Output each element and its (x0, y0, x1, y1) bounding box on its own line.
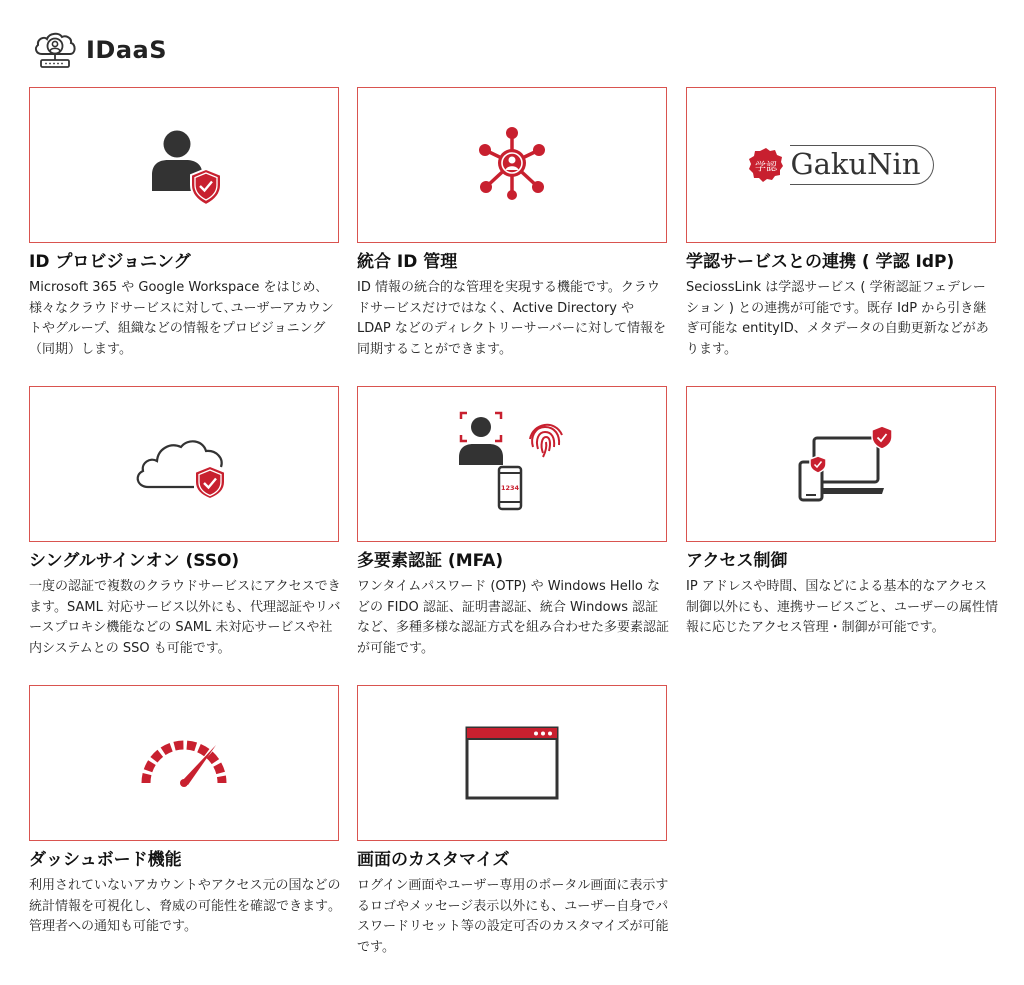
feature-description: ID 情報の統合的な管理を実現する機能です。クラウドサービスだけではなく、Active Directory や LDAP などのディレクトリーサーバーに対して情報を同期することができます。 (357, 280, 666, 357)
otp-code-text: 1234 (500, 484, 520, 492)
feature-image-box (29, 386, 339, 542)
feature-image-box (357, 685, 667, 841)
feature-card-sso (29, 386, 339, 659)
cloud-user-server-icon (32, 28, 80, 72)
devices-shield-icon (786, 422, 896, 506)
feature-image-box (686, 386, 996, 542)
gakunin-logo-text: GakuNin (790, 145, 933, 185)
gakunin-logo (748, 145, 933, 185)
feature-title: 画面のカスタマイズ (357, 850, 510, 870)
page-header (32, 28, 167, 72)
feature-description: SeciossLink は学認サービス ( 学術認証フェデレーション ) との連携が可能です。既存 IdP から引き継ぎ可能な entityID、メタデータの自動更新などがあります。 (686, 280, 989, 357)
gakunin-seal-icon (748, 147, 784, 183)
user-shield-icon (144, 125, 224, 205)
feature-description: IP アドレスや時間、国などによる基本的なアクセス制御以外にも、連携サービスごと、ユーザーの属性情報に応じたアクセス管理・制御が可能です。 (686, 579, 999, 635)
feature-card-mfa (357, 386, 670, 659)
feature-image-box (357, 87, 667, 243)
feature-title: 多要素認証 (MFA) (357, 551, 504, 571)
feature-card-access-control (686, 386, 999, 639)
feature-card-id-provisioning (29, 87, 339, 360)
feature-title: ID プロビジョニング (29, 252, 191, 272)
gakunin-seal-text: 学認 (755, 160, 778, 173)
feature-image-box (29, 685, 339, 841)
gauge-icon (136, 733, 232, 793)
browser-window-icon (464, 725, 560, 801)
feature-title: ダッシュボード機能 (29, 850, 182, 870)
feature-card-dashboard (29, 685, 339, 938)
feature-card-screen-customization (357, 685, 667, 958)
user-network-hub-icon (472, 125, 552, 205)
feature-image-box (29, 87, 339, 243)
feature-description: 一度の認証で複数のクラウドサービスにアクセスできます。SAML 対応サービス以外にも、代理認証やリバースプロキシ機能などの SAML 未対応サービスや社内システムとの SSO も可能です。 (29, 579, 341, 656)
feature-description: ワンタイムパスワード (OTP) や Windows Hello などの FIDO 認証、証明書認証、統合 Windows 認証など、多種多様な認証方式を組み合わせた多要素認証が可能です。 (357, 579, 670, 656)
feature-title: 学認サービスとの連携 ( 学認 IdP) (686, 252, 955, 272)
feature-description: Microsoft 365 や Google Workspace をはじめ､様々なクラウドサービスに対して､ユーザーアカウントやグループ、組織などの情報をプロビジョニング（同期）します。 (29, 280, 334, 357)
feature-card-gakunin (686, 87, 996, 360)
feature-description: ログイン画面やユーザー専用のポータル画面に表示するロゴやメッセージ表示以外にも、ユーザー自身でパスワードリセット等の設定可否のカスタマイズが可能です。 (357, 878, 669, 955)
page-title: IDaaS (86, 36, 168, 64)
feature-title: シングルサインオン (SSO) (29, 551, 240, 571)
mfa-face-fingerprint-phone-icon (457, 409, 567, 519)
feature-title: アクセス制御 (686, 551, 788, 571)
cloud-shield-icon (134, 429, 234, 499)
feature-title: 統合 ID 管理 (357, 252, 458, 272)
feature-image-box (686, 87, 996, 243)
feature-image-box (357, 386, 667, 542)
feature-card-integrated-id (357, 87, 667, 360)
feature-description: 利用されていないアカウントやアクセス元の国などの統計情報を可視化し、脅威の可能性を確認できます｡管理者への通知も可能です。 (29, 878, 341, 934)
